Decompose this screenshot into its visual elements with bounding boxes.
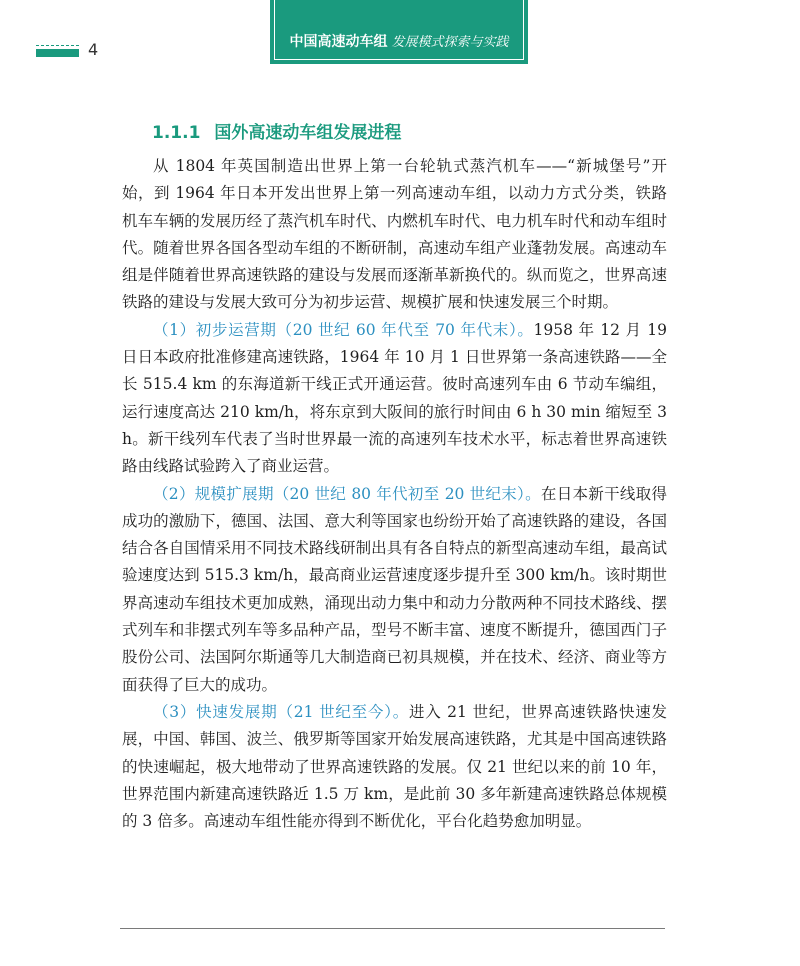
period-1-heading: （1）初步运营期（20 世纪 60 年代至 70 年代末）。 — [153, 320, 534, 339]
paragraph-intro — [122, 153, 667, 317]
section-number: 1.1.1 — [152, 123, 201, 143]
paragraph-period-2 — [122, 481, 667, 699]
page-number: 4 — [88, 40, 99, 59]
book-title-subtitle: 发展模式探索与实践 — [391, 35, 509, 50]
section-heading — [152, 118, 401, 143]
paragraph-period-3 — [122, 699, 667, 835]
period-3-heading: （3）快速发展期（21 世纪至今）。 — [153, 702, 409, 721]
paragraph-text: 1958 年 12 月 19 日日本政府批准修建高速铁路，1964 年 10 月 1 日世界第一条高速铁路——全长 515.4 km 的东海道新干线正式开通运营。彼时高速列车由 6 节动车编组，运行速度高达 210 km/h，将东京到大阪间的旅行时间由 6 h 30 min 缩短至 3 h。新干线列车代表了当时世界最一流的高速列车技术水平，标志着世界高速铁路由线路试验跨入了商业运营。 — [122, 320, 667, 476]
book-title-frame — [274, 0, 524, 60]
period-2-heading: （2）规模扩展期（20 世纪 80 年代初至 20 世纪末）。 — [153, 484, 541, 503]
paragraph-period-1 — [122, 317, 667, 481]
book-title-main: 中国高速动车组 — [289, 33, 388, 50]
page-header — [0, 0, 800, 64]
paragraph-text: 进入 21 世纪，世界高速铁路快速发展，中国、韩国、波兰、俄罗斯等国家开始发展高速铁路，尤其是中国高速铁路的快速崛起，极大地带动了世界高速铁路的发展。仅 21 世纪以来的前 10 年，世界范围内新建高速铁路近 1.5 万 km，是此前 30 多年新建高速铁路总体规模的 3 倍多。高速动车组性能亦得到不断优化，平台化趋势愈加明显。 — [122, 702, 667, 831]
book-title-banner — [270, 0, 528, 64]
paragraph-text: 在日本新干线取得成功的激励下，德国、法国、意大利等国家也纷纷开始了高速铁路的建设，各国结合各自国情采用不同技术路线研制出具有各自特点的新型高速动车组，最高试验速度达到 515.3 km/h，最高商业运营速度逐步提升至 300 km/h。该时期世界高速动车组技术更加成熟，涌现出动力集中和动力分散两种不同技术路线、摆式列车和非摆式列车等多品种产品，型号不断丰富、速度不断提升，德国西门子股份公司、法国阿尔斯通等几大制造商已初具规模，并在技术、经济、商业等方面获得了巨大的成功。 — [122, 484, 667, 694]
section-title: 国外高速动车组发展进程 — [214, 123, 402, 143]
footer-divider — [120, 928, 665, 929]
header-dashed-line — [36, 45, 79, 46]
paragraph-text: 从 1804 年英国制造出世界上第一台轮轨式蒸汽机车——“新城堡号”开始，到 1964 年日本开发出世界上第一列高速动车组，以动力方式分类，铁路机车车辆的发展历经了蒸汽机车时代、内燃机车时代、电力机车时代和动车组时代。随着世界各国各型动车组的不断研制，高速动车组产业蓬勃发展。高速动车组是伴随着世界高速铁路的建设与发展而逐渐革新换代的。纵而览之，世界高速铁路的建设与发展大致可分为初步运营、规模扩展和快速发展三个时期。 — [122, 157, 667, 312]
header-accent-bar — [36, 49, 79, 57]
body-text — [122, 153, 667, 835]
